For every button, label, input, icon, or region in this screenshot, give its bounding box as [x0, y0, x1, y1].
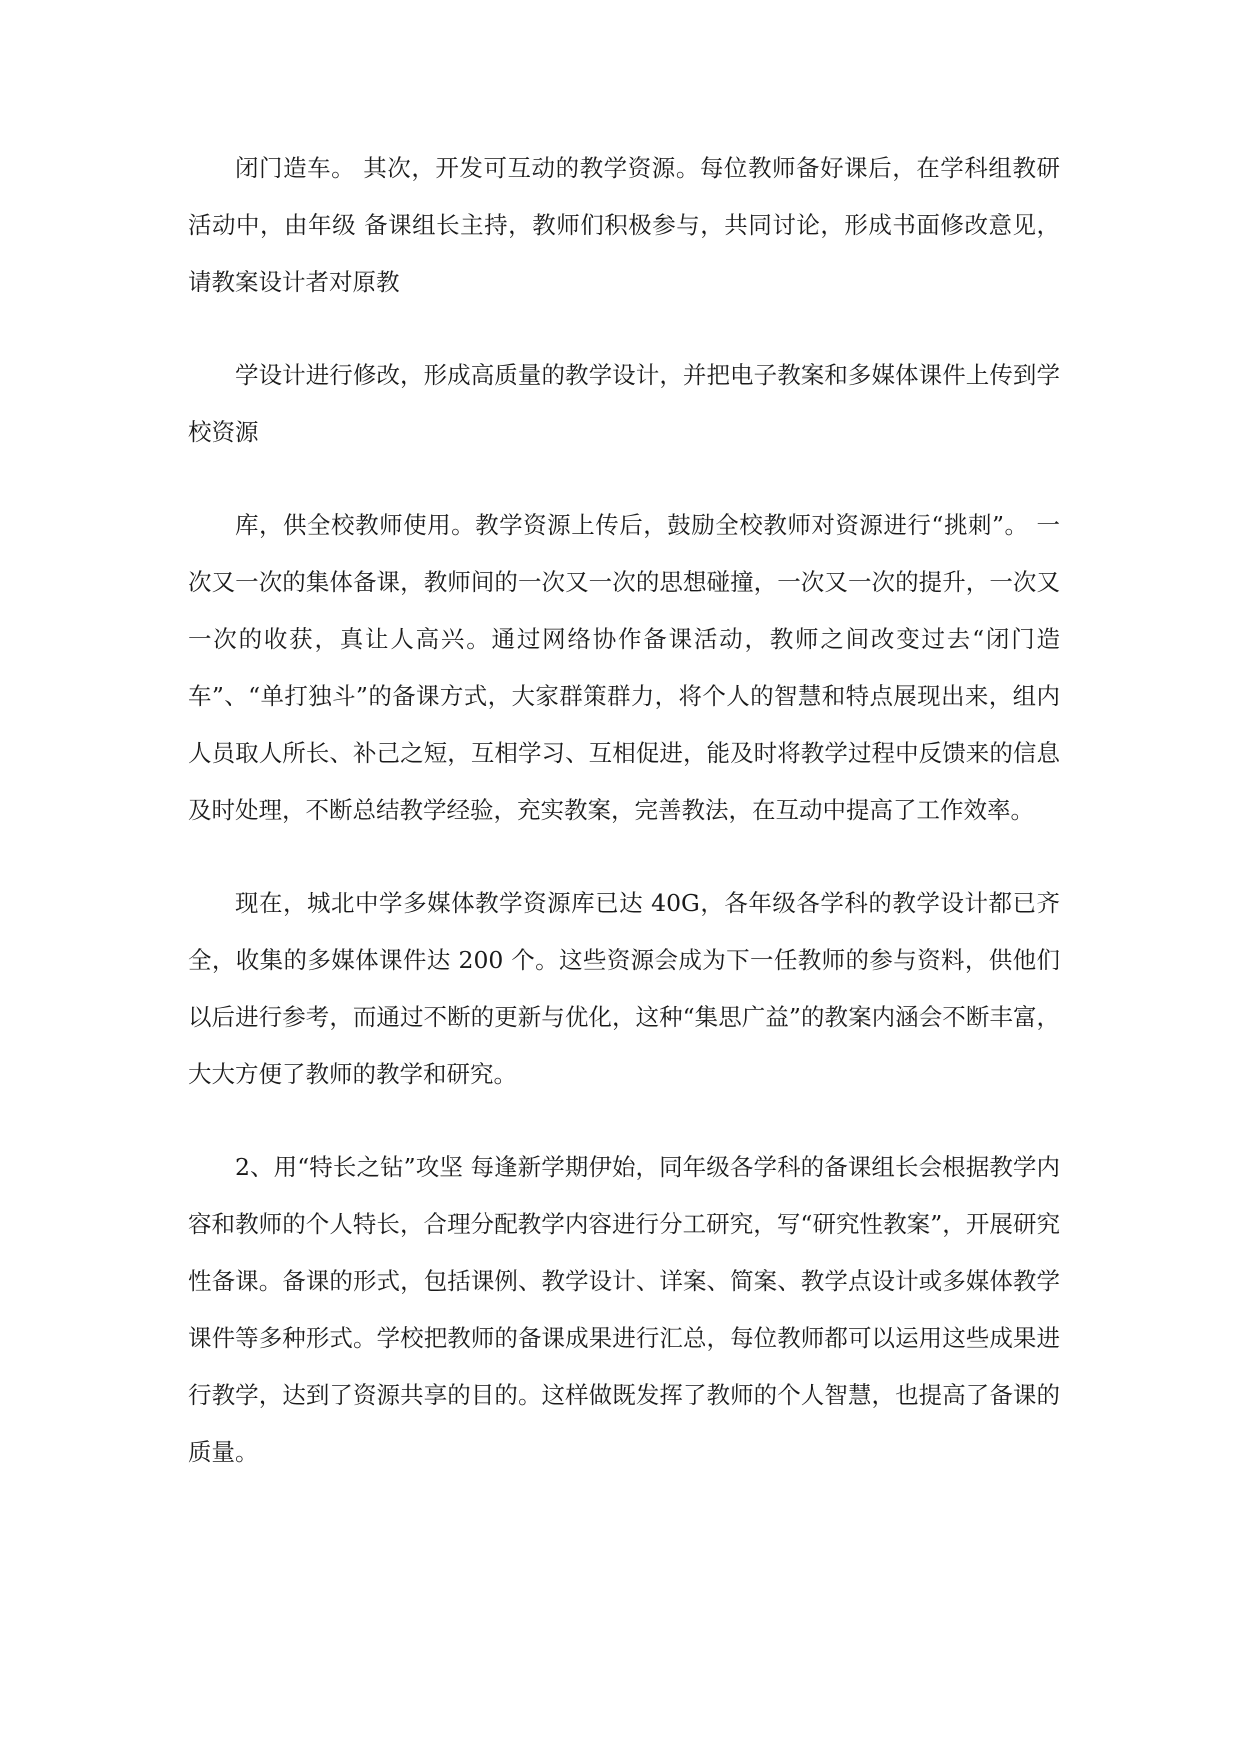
paragraph-2: 学设计进行修改，形成高质量的教学设计，并把电子教案和多媒体课件上传到学校资源 [188, 361, 1060, 446]
paragraph-4: 现在，城北中学多媒体教学资源库已达 40G，各年级各学科的教学设计都已齐全，收集的多媒体课件达 200 个。这些资源会成为下一任教师的参与资料，供他们以后进行参考，而通过不断的更新与优化，这种“集思广益”的教案内涵会不断丰富，大大方便了教师的教学和研究。 [188, 889, 1060, 1088]
document-body [188, 140, 1060, 1517]
paragraph-1: 闭门造车。 其次，开发可互动的教学资源。每位教师备好课后，在学科组教研活动中，由年级 备课组长主持，教师们积极参与，共同讨论，形成书面修改意见，请教案设计者对原教 [188, 154, 1060, 296]
paragraph-3: 库，供全校教师使用。教学资源上传后，鼓励全校教师对资源进行“挑刺”。 一次又一次的集体备课，教师间的一次又一次的思想碰撞，一次又一次的提升，一次又一次的收获，真让人高兴。通过网络协作备课活动，教师之间改变过去“闭门造车”、“单打独斗”的备课方式，大家群策群力，将个人的智慧和特点展现出来，组内人员取人所长、补己之短，互相学习、互相促进，能及时将教学过程中反馈来的信息及时处理，不断总结教学经验，充实教案，完善教法，在互动中提高了工作效率。 [188, 511, 1060, 824]
paragraph-5: 2、用“特长之钻”攻坚 每逢新学期伊始，同年级各学科的备课组长会根据教学内容和教师的个人特长，合理分配教学内容进行分工研究，写“研究性教案”，开展研究性备课。备课的形式，包括课例、教学设计、详案、简案、教学点设计或多媒体教学课件等多种形式。学校把教师的备课成果进行汇总，每位教师都可以运用这些成果进行教学，达到了资源共享的目的。这样做既发挥了教师的个人智慧，也提高了备课的质量。 [188, 1153, 1060, 1466]
